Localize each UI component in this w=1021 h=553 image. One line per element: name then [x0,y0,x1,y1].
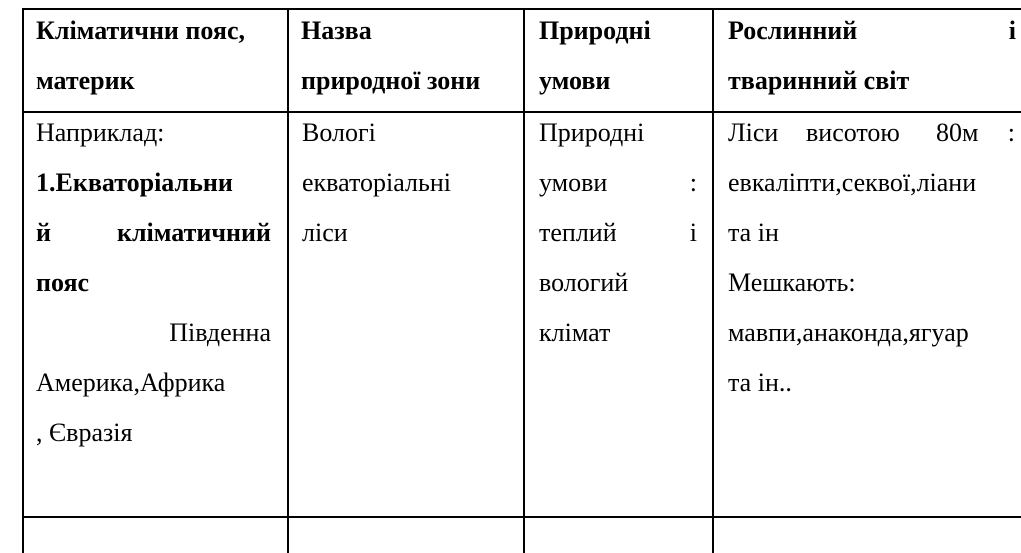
flora-line2: евкаліпти,секвої,ліани [728,168,977,197]
header-climate-belt-line1: Кліматични пояс, [36,16,245,45]
header-natural-zone [301,6,516,106]
header-climate-belt [36,6,274,106]
header-natural-conditions [539,6,699,106]
zone-line1: Вологі [302,118,376,147]
conditions-line2: умови : [539,168,697,197]
cell-natural-zone [302,108,512,258]
column-divider-2 [523,8,525,553]
header-flora-fauna-line2: тваринний світ [728,66,910,95]
example-label: Наприклад: [36,118,165,147]
cell-climate-belt [36,108,271,458]
table-row-divider [22,516,1021,518]
continents-line1: Південна [169,318,271,347]
continents-line3: , Євразія [36,418,133,447]
conditions-line3: теплий і [539,218,697,247]
fauna-label: Мешкають: [728,268,856,297]
header-natural-zone-line1: Назва [301,16,372,45]
conditions-line5: клімат [539,318,611,347]
belt-name-line2: й кліматичний [36,218,271,247]
belt-name-line3: пояс [36,268,90,297]
flora-line1: Ліси висотою 80м : [728,118,1015,147]
fauna-line2: та ін.. [728,368,792,397]
zone-line3: ліси [302,218,348,247]
cell-flora-fauna [728,108,1015,408]
header-flora-fauna [728,6,1016,106]
fauna-line1: мавпи,анаконда,ягуар [728,318,969,347]
belt-name-line1: 1.Екваторіальни [36,168,233,197]
header-natural-conditions-line2: умови [539,66,611,95]
flora-line3: та ін [728,218,779,247]
continents-line2: Америка,Африка [36,368,226,397]
conditions-line1: Природні [539,118,645,147]
table-border-left [22,8,24,553]
header-flora-fauna-line1: Рослинний і [728,16,1016,45]
conditions-line4: вологий [539,268,629,297]
column-divider-3 [712,8,714,553]
header-climate-belt-line2: материк [36,66,135,95]
header-natural-conditions-line1: Природні [539,16,651,45]
zone-line2: екваторіальні [302,168,451,197]
column-divider-1 [287,8,289,553]
header-natural-zone-line2: природної зони [301,66,481,95]
cell-natural-conditions [539,108,697,358]
